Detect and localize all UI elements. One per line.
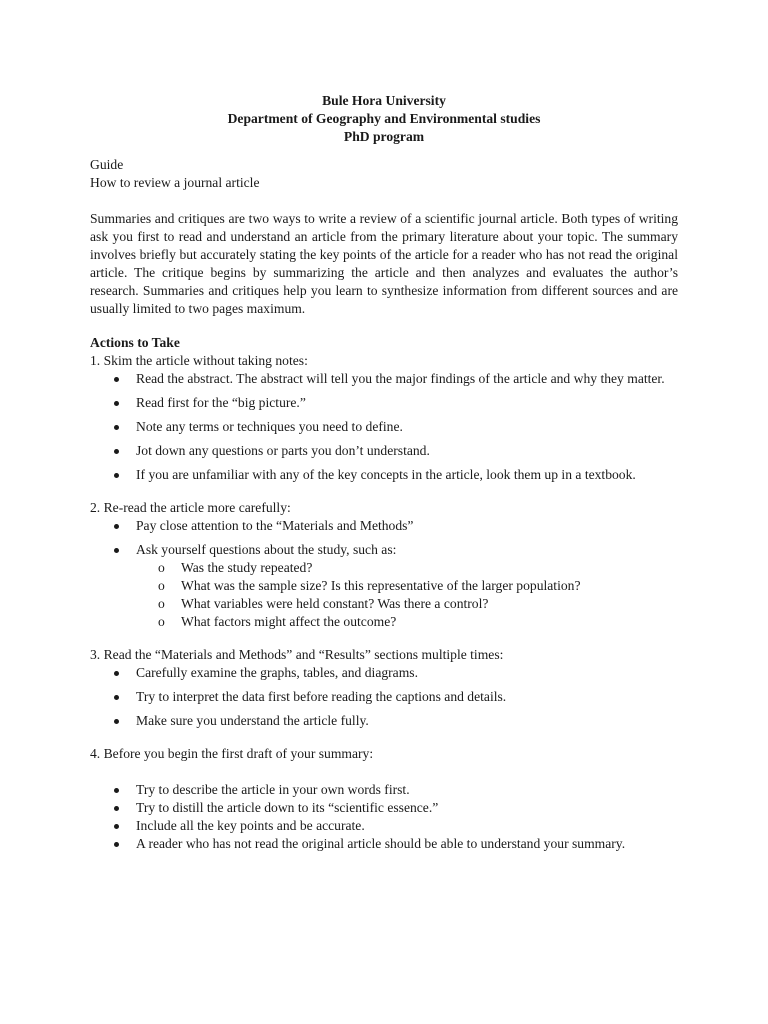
list-item: Read first for the “big picture.” <box>90 394 678 412</box>
sub-list-item: o What was the sample size? Is this representative of the larger population? <box>158 578 581 593</box>
list-item: Jot down any questions or parts you don’t understand. <box>90 442 678 460</box>
list-item: Read the abstract. The abstract will tell you the major findings of the article and why they matter. <box>90 370 678 388</box>
sub-list-item: o Was the study repeated? <box>158 560 313 575</box>
program-title: PhD program <box>343 129 425 144</box>
step-2-label: 2. Re-read the article more carefully: <box>90 500 291 515</box>
bullet-icon <box>114 425 119 430</box>
circle-bullet-icon: o <box>158 614 165 629</box>
list-item: Try to distill the article down to its “scientific essence.” <box>90 799 678 817</box>
step-4-label: 4. Before you begin the first draft of your summary: <box>90 746 374 761</box>
bullet-icon <box>114 671 119 676</box>
bullet-icon <box>114 806 119 811</box>
bullet-icon <box>114 524 119 529</box>
sub-list-item: o What variables were held constant? Was there a control? <box>158 596 489 611</box>
list-item: Try to describe the article in your own words first. <box>90 781 678 799</box>
document-page <box>90 92 678 853</box>
step-2-list <box>90 517 678 559</box>
circle-bullet-icon: o <box>158 578 165 593</box>
guide-label: Guide <box>90 157 124 172</box>
bullet-icon <box>114 788 119 793</box>
list-item: Include all the key points and be accurate. <box>90 817 678 835</box>
circle-bullet-icon: o <box>158 560 165 575</box>
bullet-icon <box>114 401 119 406</box>
circle-bullet-icon: o <box>158 596 165 611</box>
bullet-icon <box>114 842 119 847</box>
bullet-icon <box>114 473 119 478</box>
bullet-icon <box>114 548 119 553</box>
list-item: Pay close attention to the “Materials and Methods” <box>90 517 678 535</box>
guide-topic: How to review a journal article <box>90 175 260 190</box>
bullet-icon <box>114 449 119 454</box>
list-item: If you are unfamiliar with any of the key concepts in the article, look them up in a textbook. <box>90 466 678 484</box>
step-4-list <box>90 781 678 853</box>
department-title: Department of Geography and Environmental studies <box>227 111 541 126</box>
step-3-list <box>90 664 678 730</box>
bullet-icon <box>114 695 119 700</box>
step-1-list <box>90 370 678 484</box>
list-item: Try to interpret the data first before reading the captions and details. <box>90 688 678 706</box>
intro-paragraph: Summaries and critiques are two ways to write a review of a scientific journal article. Both types of writing ask you first to read and understand an article from the primary literature about your topic. The summary involves briefly but accurately stating the key points of the article for a reader who has not read the original article. The critique begins by summarizing the article and then analyzes and evaluates the author’s research. Summaries and critiques help you learn to synthesize information from different sources and are usually limited to two pages maximum. <box>90 211 678 316</box>
list-item: Ask yourself questions about the study, such as: <box>90 541 678 559</box>
bullet-icon <box>114 824 119 829</box>
step-1-label: 1. Skim the article without taking notes: <box>90 353 308 368</box>
list-item: A reader who has not read the original article should be able to understand your summary. <box>90 835 678 853</box>
step-2-sublist <box>90 559 678 631</box>
university-title: Bule Hora University <box>322 93 446 108</box>
step-3-label: 3. Read the “Materials and Methods” and “Results” sections multiple times: <box>90 647 504 662</box>
bullet-icon <box>114 377 119 382</box>
list-item: Note any terms or techniques you need to define. <box>90 418 678 436</box>
actions-heading: Actions to Take <box>90 335 180 350</box>
bullet-icon <box>114 719 119 724</box>
list-item: Make sure you understand the article fully. <box>90 712 678 730</box>
sub-list-item: o What factors might affect the outcome? <box>158 614 397 629</box>
list-item: Carefully examine the graphs, tables, and diagrams. <box>90 664 678 682</box>
